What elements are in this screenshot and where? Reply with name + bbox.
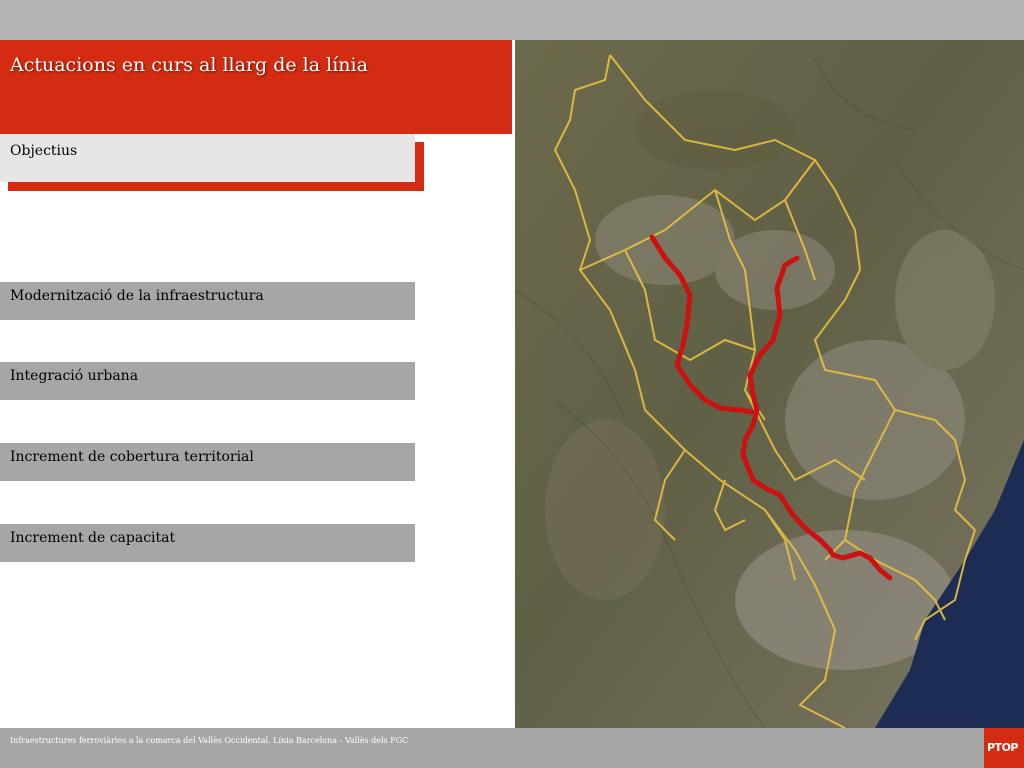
slide-title: Actuacions en curs al llarg de la línia xyxy=(10,54,368,76)
footer-band xyxy=(0,728,1024,768)
logo-text: PTOP xyxy=(987,741,1018,754)
objective-item-label: Integració urbana xyxy=(10,368,139,384)
objective-item-capacity xyxy=(0,524,415,562)
top-band xyxy=(0,0,1024,40)
satellite-map xyxy=(515,40,1024,728)
title-block xyxy=(0,40,512,134)
footer-caption: Infraestructures ferroviàries a la comarca del Vallès Occidental. Línia Barcelona - Vallès dels FGC xyxy=(10,736,409,745)
objective-item-label: Increment de capacitat xyxy=(10,530,176,546)
objective-item-label: Increment de cobertura territorial xyxy=(10,449,254,465)
objective-item-label: Modernització de la infraestructura xyxy=(10,288,264,304)
objective-item-territorial-coverage xyxy=(0,443,415,481)
objectives-heading-box xyxy=(0,134,415,182)
objective-item-urban-integration xyxy=(0,362,415,400)
ptop-logo xyxy=(984,728,1024,768)
objective-item-infrastructure xyxy=(0,282,415,320)
objectives-heading: Objectius xyxy=(10,143,78,159)
map-illustration xyxy=(515,40,1024,728)
